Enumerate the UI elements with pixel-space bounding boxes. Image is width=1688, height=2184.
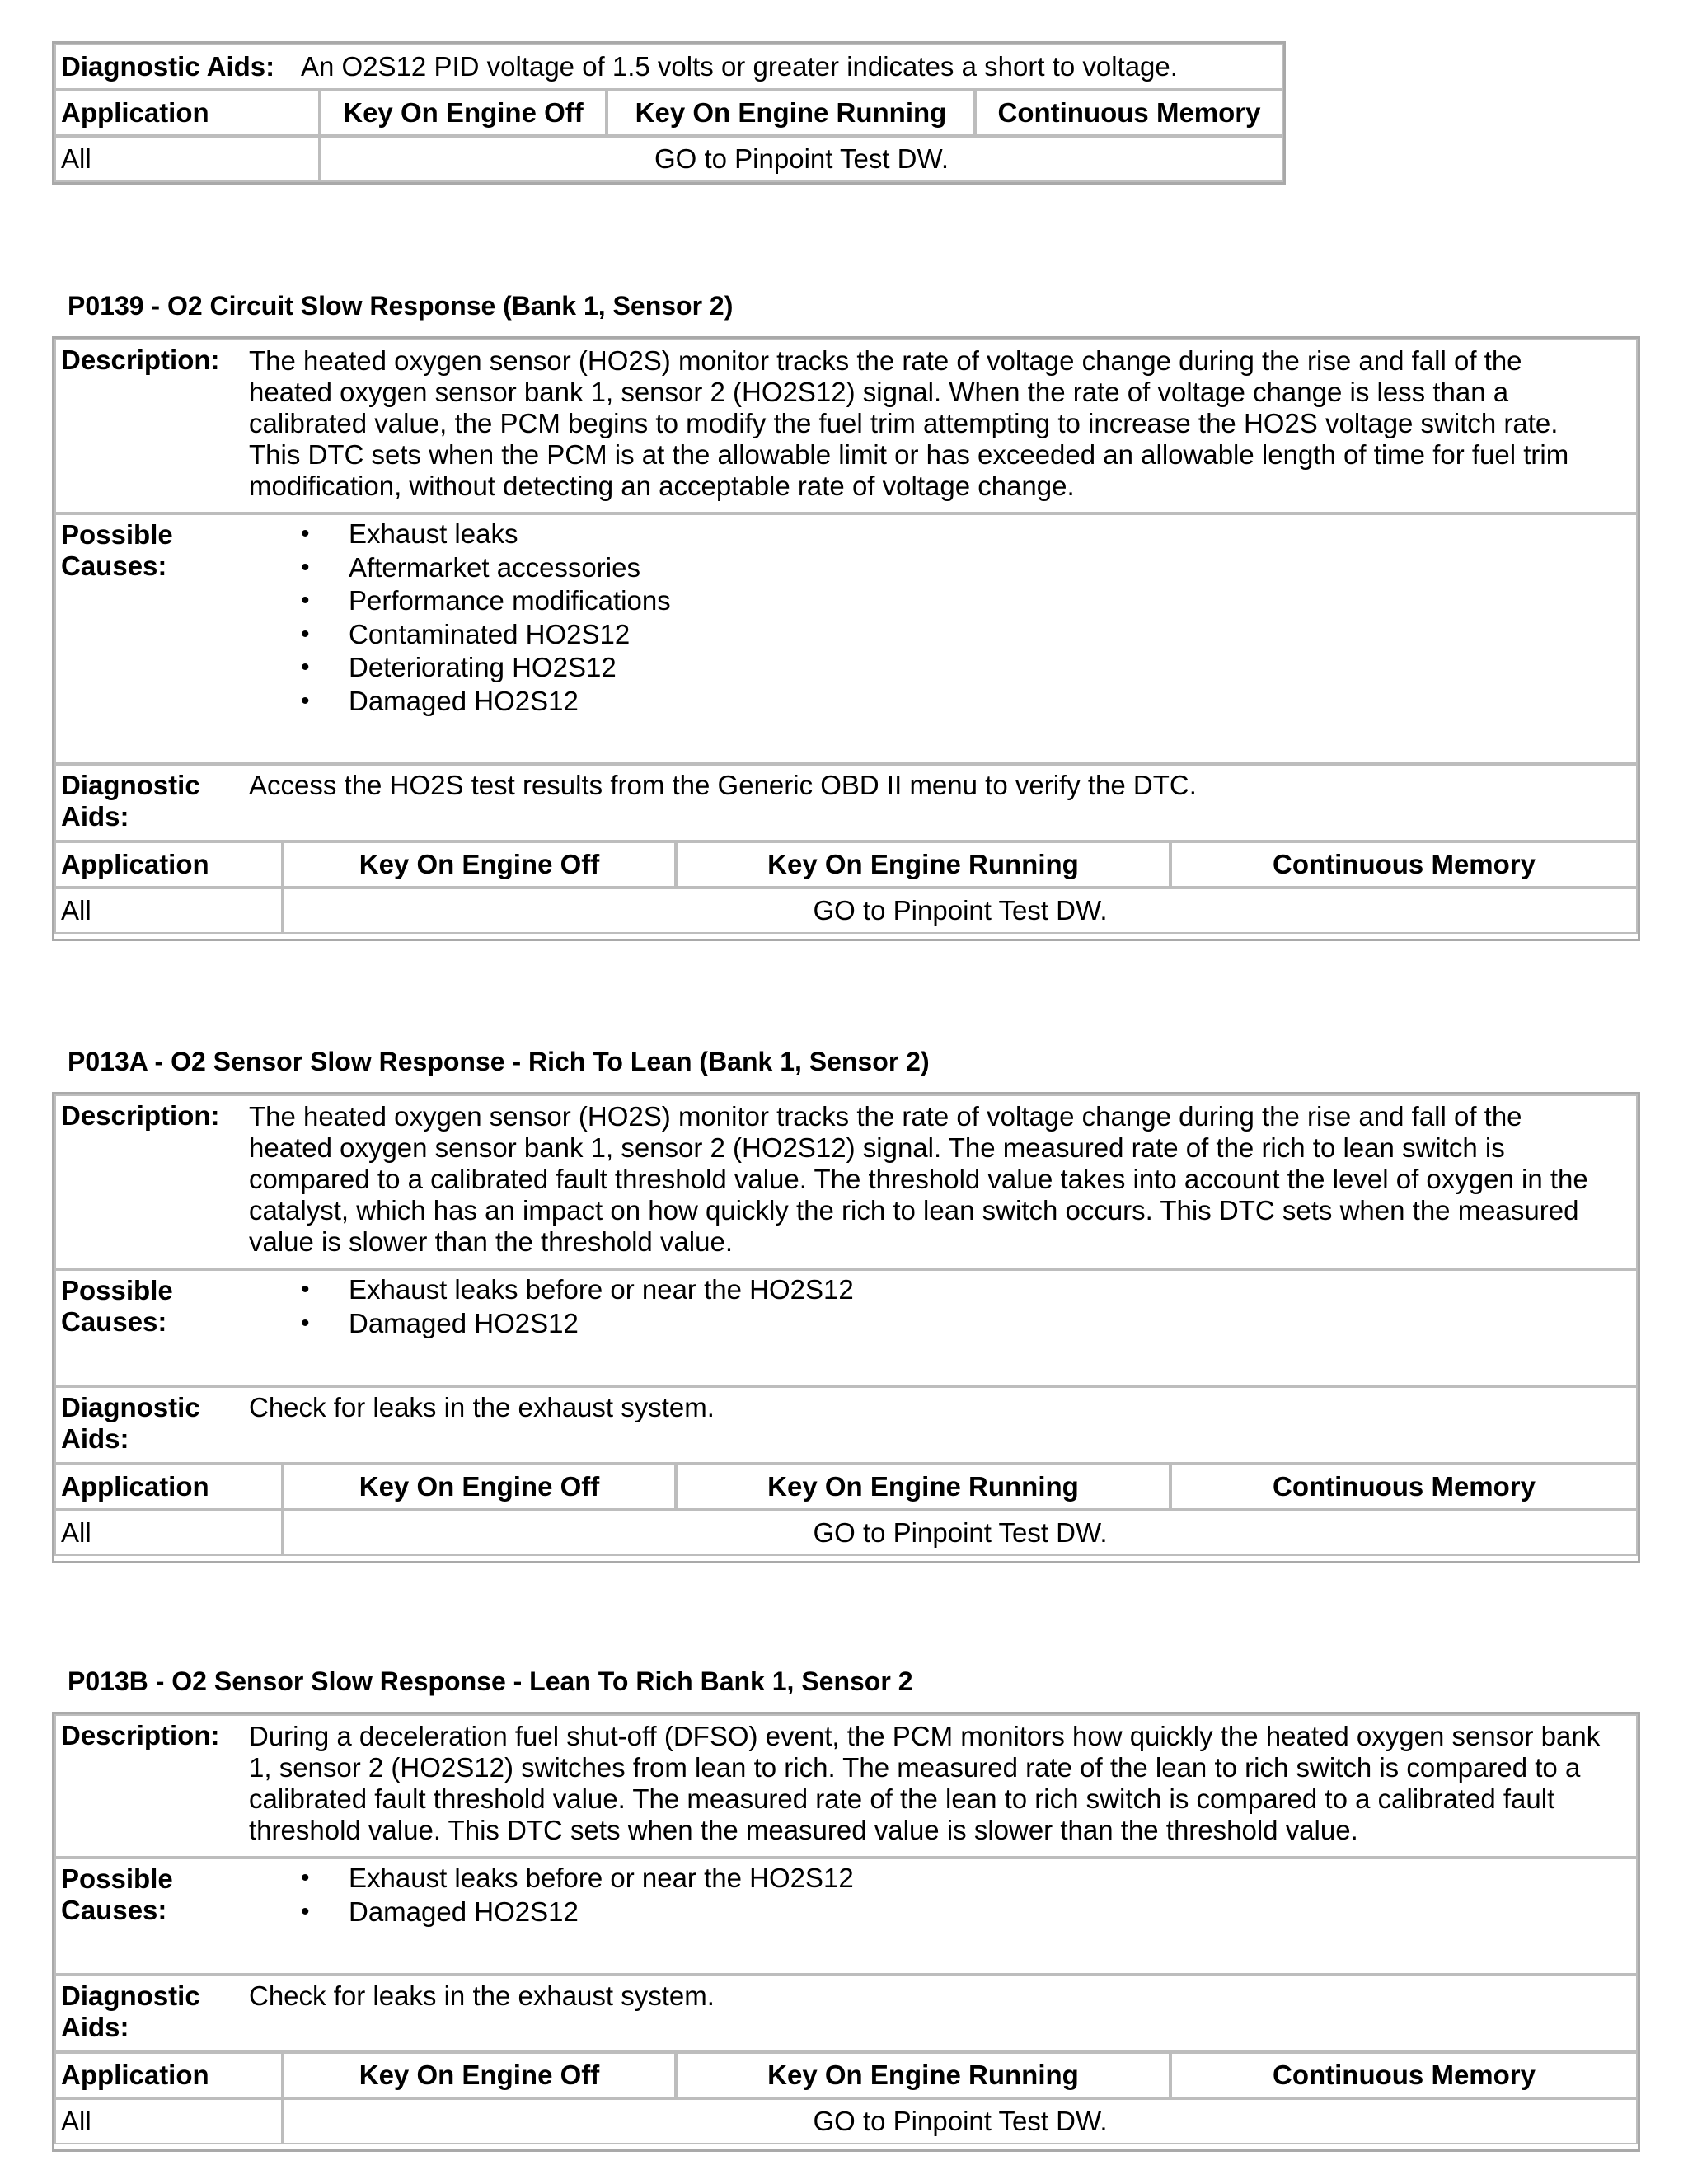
diagnostic-aids-row	[54, 1975, 1638, 2052]
possible-causes-label: Possible Causes:	[61, 1275, 173, 1337]
diagnostic-aids-label: Diagnostic Aids:	[61, 770, 200, 832]
cell-application: All	[54, 888, 283, 934]
list-item: • Contaminated HO2S12	[349, 618, 671, 652]
cell-action: GO to Pinpoint Test DW.	[283, 2098, 1638, 2144]
description-row	[54, 1714, 1638, 1858]
header-key-on-engine-running: Key On Engine Running	[676, 2052, 1170, 2098]
header-key-on-engine-off: Key On Engine Off	[320, 90, 607, 136]
application-header-row	[54, 841, 1638, 888]
list-item: • Damaged HO2S12	[349, 685, 671, 719]
header-application: Application	[54, 2052, 283, 2098]
description-label: Description:	[61, 1100, 220, 1131]
cell-action: GO to Pinpoint Test DW.	[283, 1510, 1638, 1556]
application-data-row	[54, 888, 1638, 934]
list-item: • Aftermarket accessories	[349, 551, 671, 585]
dtc-table-p0139	[52, 336, 1640, 941]
diagnostic-aids-row	[54, 1386, 1638, 1464]
diagnostic-aids-text: Access the HO2S test results from the Generic OBD II menu to verify the DTC.	[249, 770, 1197, 800]
application-data-row	[54, 1510, 1638, 1556]
header-key-on-engine-running: Key On Engine Running	[607, 90, 975, 136]
list-item: • Damaged HO2S12	[349, 1307, 854, 1341]
description-text: The heated oxygen sensor (HO2S) monitor tracks the rate of voltage change during the rise and fall of the heated oxygen sensor bank 1, sensor 2 (HO2S12) signal. When the rate of voltage change is less than a calibrated value, the PCM begins to modify the fuel trim attempting to increase the HO2S voltage switch rate. This DTC sets when the PCM is at the allowable limit or has exceeded an allowable length of time for fuel trim modification, without detecting an acceptable rate of voltage change.	[249, 345, 1569, 501]
dtc-title-p013b: P013B - O2 Sensor Slow Response - Lean To Rich Bank 1, Sensor 2	[68, 1666, 913, 1696]
application-header-row	[54, 2052, 1638, 2098]
dtc-table-p013a	[52, 1092, 1640, 1563]
dtc-title-p0139: P0139 - O2 Circuit Slow Response (Bank 1, Sensor 2)	[68, 291, 734, 321]
list-item: • Performance modifications	[349, 584, 671, 618]
list-item: • Deteriorating HO2S12	[349, 651, 671, 685]
header-application: Application	[54, 841, 283, 888]
header-application: Application	[54, 90, 320, 136]
list-item: • Exhaust leaks	[349, 518, 671, 551]
header-key-on-engine-off: Key On Engine Off	[283, 1464, 676, 1510]
diagnostic-aids-text: Check for leaks in the exhaust system.	[249, 1392, 715, 1422]
description-label: Description:	[61, 1720, 220, 1750]
cell-application: All	[54, 136, 320, 182]
header-continuous-memory: Continuous Memory	[1170, 1464, 1638, 1510]
header-continuous-memory: Continuous Memory	[975, 90, 1283, 136]
header-key-on-engine-off: Key On Engine Off	[283, 2052, 676, 2098]
header-key-on-engine-running: Key On Engine Running	[676, 841, 1170, 888]
possible-causes-label: Possible Causes:	[61, 1863, 173, 1925]
diagnostic-aids-row	[54, 44, 1283, 90]
header-continuous-memory: Continuous Memory	[1170, 841, 1638, 888]
diagnostic-aids-text: An O2S12 PID voltage of 1.5 volts or greater indicates a short to voltage.	[301, 51, 1178, 82]
possible-causes-list	[349, 1862, 854, 1929]
description-label: Description:	[61, 344, 220, 375]
possible-causes-label: Possible Causes:	[61, 519, 173, 581]
diagnostic-aids-row	[54, 764, 1638, 841]
diagnostic-aids-label: Diagnostic Aids:	[61, 1980, 200, 2042]
diagnostic-aids-table-top	[52, 41, 1286, 185]
description-row	[54, 1094, 1638, 1269]
list-item: • Exhaust leaks before or near the HO2S12	[349, 1273, 854, 1307]
application-data-row	[54, 136, 1283, 182]
cell-application: All	[54, 2098, 283, 2144]
dtc-title-p013a: P013A - O2 Sensor Slow Response - Rich To Lean (Bank 1, Sensor 2)	[68, 1047, 930, 1076]
possible-causes-row	[54, 513, 1638, 764]
list-item: • Exhaust leaks before or near the HO2S12	[349, 1862, 854, 1896]
possible-causes-row	[54, 1858, 1638, 1975]
possible-causes-list	[349, 1273, 854, 1340]
application-header-row	[54, 90, 1283, 136]
cell-action: GO to Pinpoint Test DW.	[320, 136, 1283, 182]
list-item: • Damaged HO2S12	[349, 1896, 854, 1929]
description-text: During a deceleration fuel shut-off (DFSO) event, the PCM monitors how quickly the heated oxygen sensor bank 1, sensor 2 (HO2S12) switches from lean to rich. The measured rate of the lean to rich switch is compared to a calibrated fault threshold value. The measured rate of the lean to rich switch is compared to a calibrated fault threshold value. This DTC sets when the measured value is slower than the threshold value.	[249, 1721, 1601, 1845]
description-row	[54, 339, 1638, 513]
header-key-on-engine-running: Key On Engine Running	[676, 1464, 1170, 1510]
diagnostic-aids-label: Diagnostic Aids:	[61, 1392, 200, 1454]
diagnostic-aids-label: Diagnostic Aids:	[61, 51, 275, 82]
header-continuous-memory: Continuous Memory	[1170, 2052, 1638, 2098]
diagnostic-aids-text: Check for leaks in the exhaust system.	[249, 1980, 715, 2011]
application-header-row	[54, 1464, 1638, 1510]
description-text: The heated oxygen sensor (HO2S) monitor tracks the rate of voltage change during the rise and fall of the heated oxygen sensor bank 1, sensor 2 (HO2S12) signal. The measured rate of the rich to lean switch is compared to a calibrated fault threshold value. The threshold value takes into account the level of oxygen in the catalyst, which has an impact on how quickly the rich to lean switch occurs. This DTC sets when the measured value is slower than the threshold value.	[249, 1101, 1588, 1257]
application-data-row	[54, 2098, 1638, 2144]
header-application: Application	[54, 1464, 283, 1510]
cell-application: All	[54, 1510, 283, 1556]
header-key-on-engine-off: Key On Engine Off	[283, 841, 676, 888]
possible-causes-row	[54, 1269, 1638, 1386]
dtc-table-p013b	[52, 1712, 1640, 2152]
cell-action: GO to Pinpoint Test DW.	[283, 888, 1638, 934]
possible-causes-list	[349, 518, 671, 718]
